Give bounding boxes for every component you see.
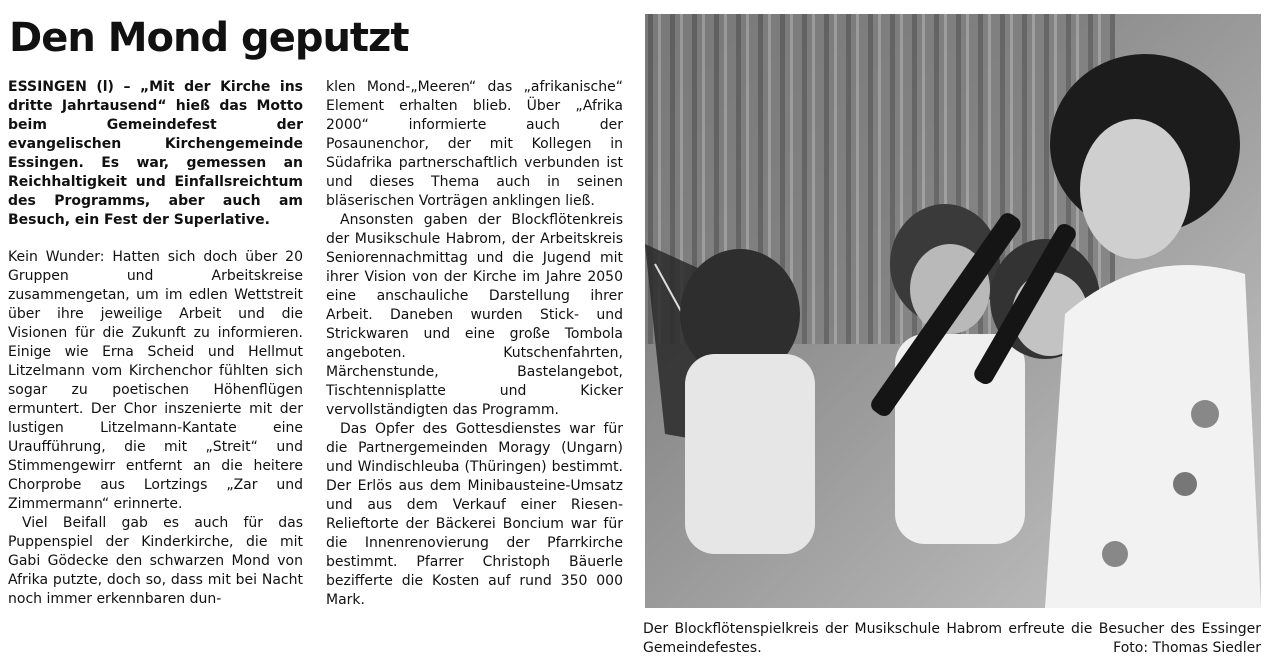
article-column-1 (8, 78, 303, 609)
article-column-2 (326, 78, 623, 610)
photo-caption (643, 620, 1261, 658)
article-lead: ESSINGEN (l) – „Mit der Kirche ins dritte Jahrtausend“ hieß das Motto beim Gemeindefest der evangelischen Kirchengemeinde Essingen. Es war, gemessen an Reichhaltigkeit und Einfallsreichtum des Programms, aber auch am Besuch, ein Fest der Superlative. (8, 79, 303, 228)
article-paragraph-3: klen Mond-„Meeren“ das „afrikanische“ Element erhalten blieb. Über „Afrika 2000“ informierte auch der Posaunenchor, der mit Kollegen in Südafrika partnerschaftlich verbunden ist und dieses Thema auch in seinen bläserischen Vorträgen anklingen ließ. (326, 79, 623, 209)
article-paragraph-1: Kein Wunder: Hatten sich doch über 20 Gruppen und Arbeitskreise zusammengetan, um im edlen Wettstreit über ihre jeweilige Arbeit und die Visionen für die Zukunft zu informieren. Einige wie Erna Scheid und Hellmut Litzelmann vom Kirchenchor fühlten sich sogar zu poetischen Höhenflügen ermuntert. Der Chor inszenierte mit der lustigen Litzelmann-Kantate eine Uraufführung, die mit „Streit“ und Stimmengewirr entfernt an die heitere Chorprobe aus Lortzings „Zar und Zimmermann“ erinnerte. (8, 249, 303, 512)
recorder-players-photo (645, 14, 1261, 608)
photo-illustration (645, 14, 1261, 608)
photo-credit: Foto: Thomas Siedler (1113, 640, 1261, 656)
article-paragraph-5: Das Opfer des Gottesdienstes war für die Partnergemeinden Moragy (Ungarn) und Windischleuba (Thüringen) bestimmt. Der Erlös aus dem Minibausteine-Umsatz und aus dem Verkauf einer Riesen-Relieftorte der Bäckerei Boncium war für die Innenrenovierung der Pfarrkirche bestimmt. Pfarrer Christoph Bäuerle bezifferte die Kosten auf rund 350 000 Mark. (326, 421, 623, 608)
article-paragraph-4: Ansonsten gaben der Blockflötenkreis der Musikschule Habrom, der Arbeitskreis Seniorennachmittag und die Jugend mit ihrer Vision von der Kirche im Jahre 2050 eine anschauliche Darstellung ihrer Arbeit. Daneben wurden Stick- und Strickwaren und eine große Tombola angeboten. Kutschenfahrten, Märchenstunde, Bastelangebot, Tischtennisplatte und Kicker vervollständigten das Programm. (326, 212, 623, 418)
article-paragraph-2: Viel Beifall gab es auch für das Puppenspiel der Kinderkirche, die mit Gabi Gödecke den schwarzen Mond von Afrika putzte, doch so, dass mit bei Nacht noch immer erkennbaren dun- (8, 515, 303, 607)
photo-caption-text: Der Blockflötenspielkreis der Musikschule Habrom erfreute die Besucher des Essinger Gemeindefestes. (643, 621, 1261, 656)
article-headline: Den Mond geputzt (9, 15, 409, 61)
